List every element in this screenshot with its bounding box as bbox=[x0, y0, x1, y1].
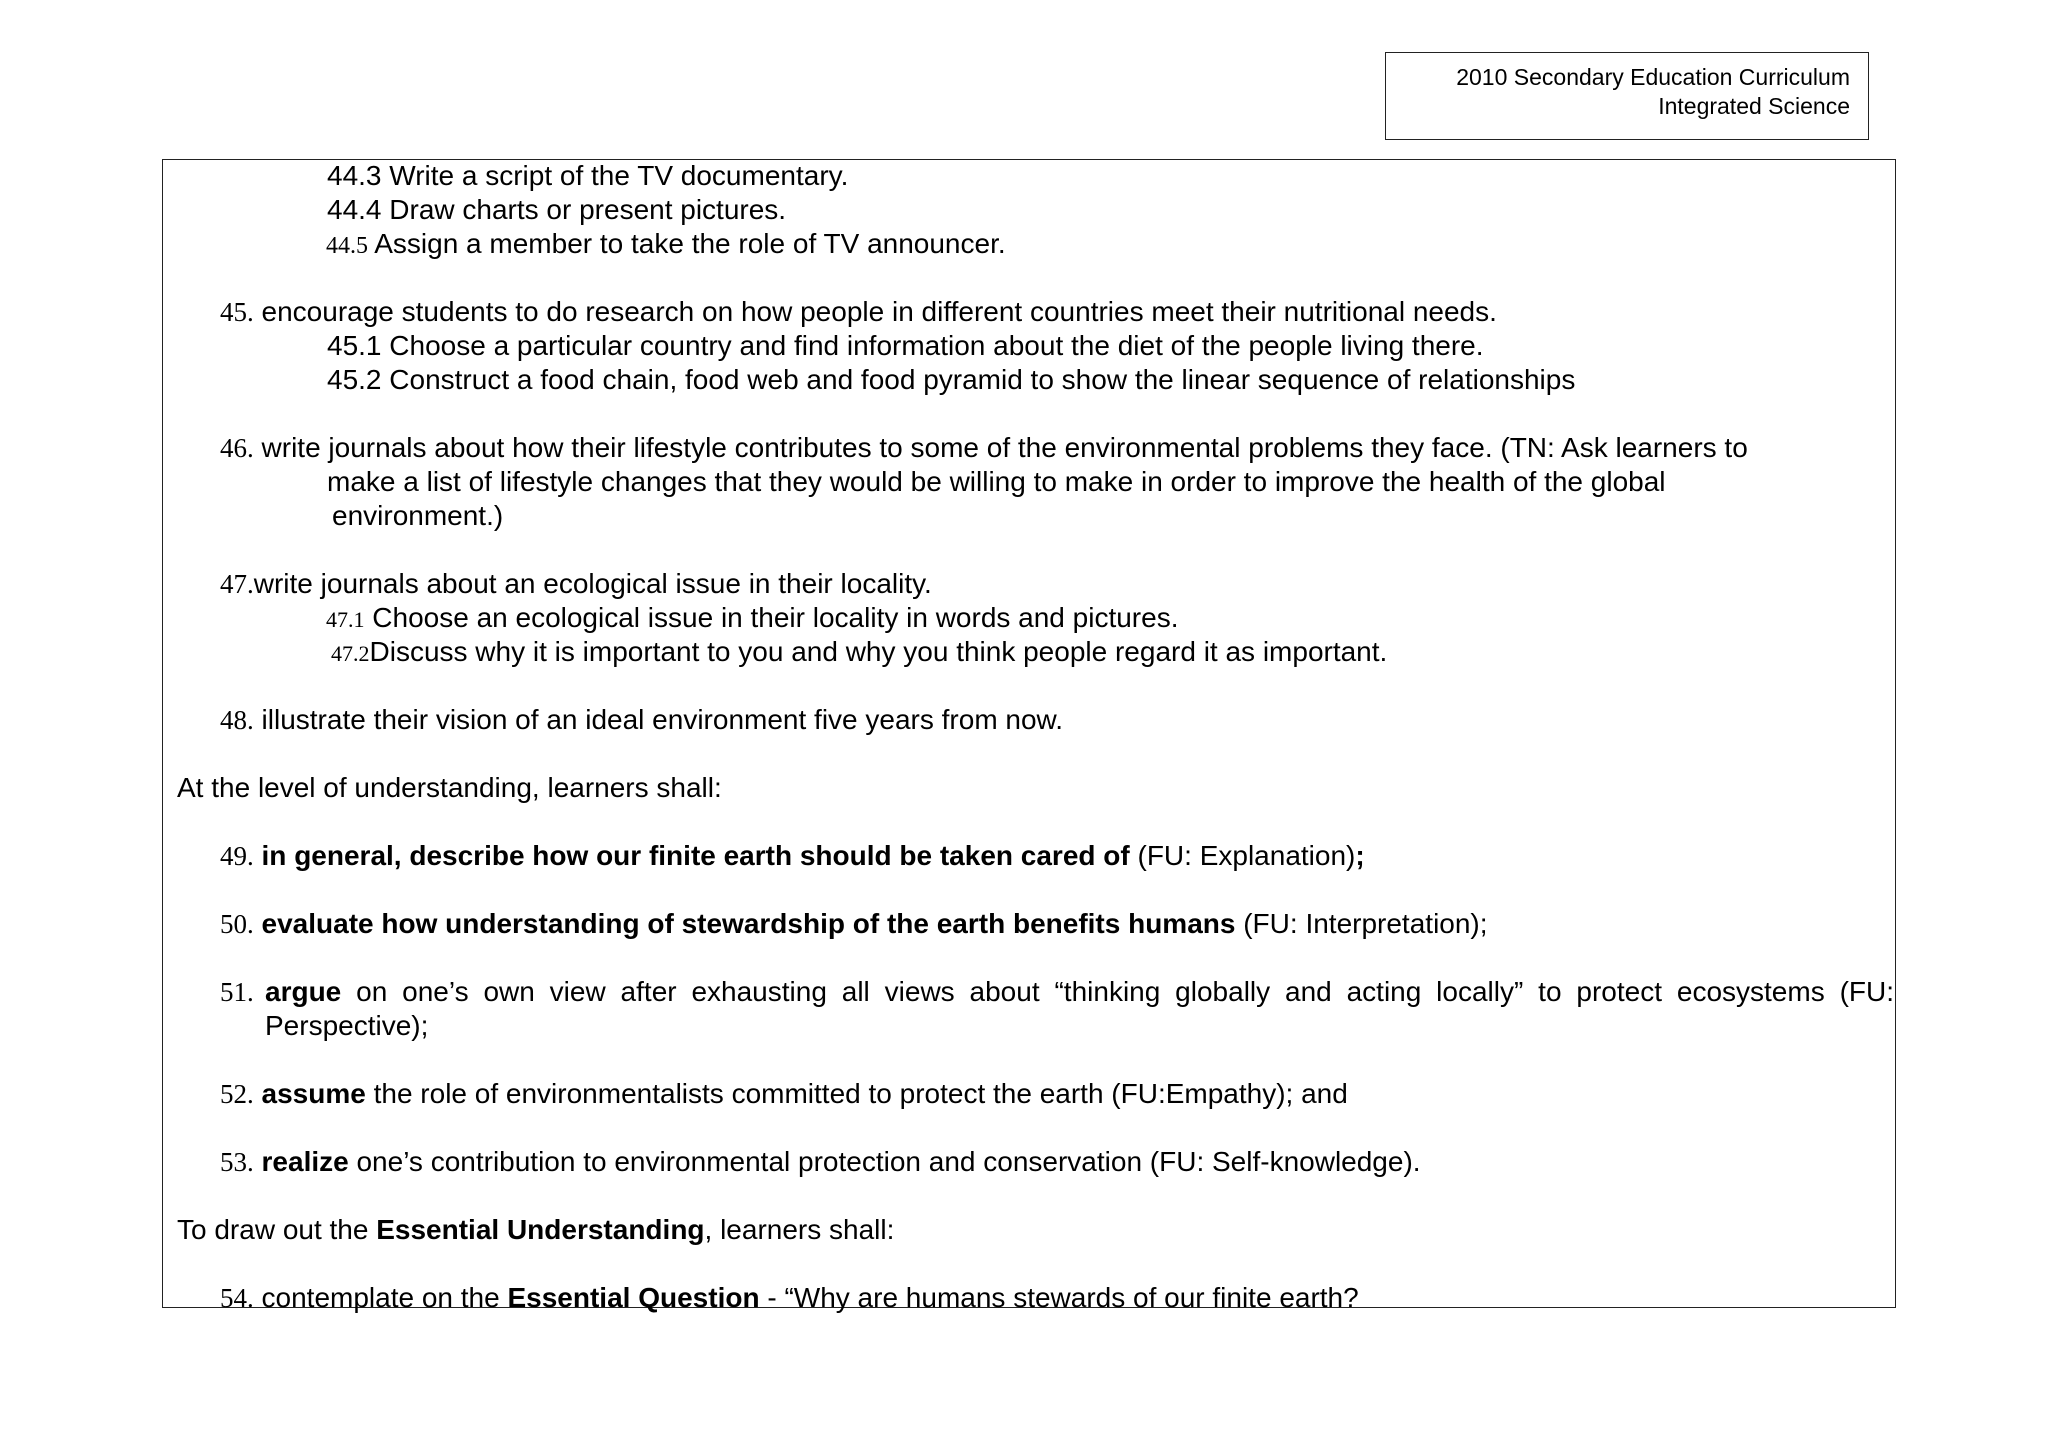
essential-understanding-intro bbox=[177, 1213, 894, 1247]
item-47-2 bbox=[331, 635, 1387, 671]
item-49 bbox=[220, 839, 1365, 873]
item-54-number: 54. bbox=[220, 1283, 254, 1313]
item-49-rest: (FU: Explanation) bbox=[1129, 840, 1356, 871]
item-50-rest: (FU: Interpretation); bbox=[1235, 908, 1488, 939]
item-47 bbox=[220, 567, 932, 601]
item-44-3: 44.3 Write a script of the TV documentary. bbox=[327, 160, 849, 191]
item-47-1 bbox=[326, 601, 1178, 637]
item-53-bold: realize bbox=[261, 1146, 349, 1177]
item-54 bbox=[220, 1281, 1359, 1315]
understanding-intro: At the level of understanding, learners shall: bbox=[177, 772, 722, 803]
item-53-rest: one’s contribution to environmental protection and conservation (FU: Self-knowledge). bbox=[348, 1146, 1421, 1177]
item-53 bbox=[220, 1145, 1421, 1179]
item-52 bbox=[220, 1077, 1348, 1111]
eu-pre: To draw out the bbox=[177, 1214, 377, 1245]
item-51-rest: on one’s own view after exhausting all views about “thinking globally and acting locally” to protect ecosystems (FU: bbox=[341, 976, 1894, 1007]
item-47-1-number: 47.1 bbox=[326, 607, 365, 632]
item-45-number: 45. bbox=[220, 297, 254, 327]
item-50-bold: evaluate how understanding of stewardship of the earth benefits humans bbox=[261, 908, 1236, 939]
header-subject: Integrated Science bbox=[1658, 93, 1850, 119]
item-45-2: 45.2 Construct a food chain, food web and food pyramid to show the linear sequence of relationships bbox=[327, 364, 1576, 395]
item-54-post: - “Why are humans stewards of our finite earth? bbox=[759, 1282, 1359, 1313]
item-48-number: 48. bbox=[220, 705, 254, 735]
item-44-5 bbox=[326, 227, 1006, 263]
item-47-number: 47. bbox=[220, 569, 254, 599]
item-54-pre: contemplate on the bbox=[253, 1282, 508, 1313]
item-45-1: 45.1 Choose a particular country and find information about the diet of the people living there. bbox=[327, 330, 1484, 361]
item-51-bold: argue bbox=[265, 976, 342, 1007]
item-52-rest: the role of environmentalists committed to protect the earth (FU:Empathy); and bbox=[365, 1078, 1348, 1109]
item-45-text: encourage students to do research on how people in different countries meet their nutritional needs. bbox=[253, 296, 1497, 327]
item-46 bbox=[220, 431, 1748, 465]
item-46-number: 46. bbox=[220, 433, 254, 463]
item-51-line1 bbox=[265, 975, 1894, 1009]
item-44-4: 44.4 Draw charts or present pictures. bbox=[327, 194, 787, 225]
item-51-number: 51. bbox=[220, 977, 254, 1007]
item-48-text: illustrate their vision of an ideal environment five years from now. bbox=[253, 704, 1064, 735]
item-53-number: 53. bbox=[220, 1147, 254, 1177]
item-44-5-number: 44.5 bbox=[326, 233, 368, 259]
item-51-number-wrap bbox=[220, 975, 254, 1009]
item-50 bbox=[220, 907, 1488, 941]
eu-bold: Essential Understanding bbox=[376, 1214, 705, 1245]
item-49-end: ; bbox=[1355, 840, 1365, 871]
item-46-text-line3: environment.) bbox=[332, 500, 504, 531]
curriculum-header-box bbox=[1385, 52, 1869, 140]
item-49-bold: in general, describe how our finite earth should be taken cared of bbox=[261, 840, 1130, 871]
item-46-text-line2: make a list of lifestyle changes that they would be willing to make in order to improve the health of the global bbox=[327, 466, 1666, 497]
item-47-2-text: Discuss why it is important to you and why you think people regard it as important. bbox=[369, 636, 1388, 667]
item-44-5-text: Assign a member to take the role of TV announcer. bbox=[368, 228, 1006, 259]
item-46-text-line1: write journals about how their lifestyle contributes to some of the environmental problems they face. (TN: Ask learners to bbox=[253, 432, 1748, 463]
item-50-number: 50. bbox=[220, 909, 254, 939]
item-45 bbox=[220, 295, 1497, 329]
item-47-1-text: Choose an ecological issue in their locality in words and pictures. bbox=[364, 602, 1179, 633]
eu-post: , learners shall: bbox=[704, 1214, 895, 1245]
item-52-number: 52. bbox=[220, 1079, 254, 1109]
item-47-2-number: 47.2 bbox=[331, 641, 370, 666]
item-52-bold: assume bbox=[261, 1078, 366, 1109]
item-54-bold: Essential Question bbox=[507, 1282, 760, 1313]
item-48 bbox=[220, 703, 1063, 737]
item-47-text: write journals about an ecological issue in their locality. bbox=[253, 568, 932, 599]
item-49-number: 49. bbox=[220, 841, 254, 871]
header-title: 2010 Secondary Education Curriculum bbox=[1456, 64, 1850, 90]
item-51-line2: Perspective); bbox=[265, 1010, 429, 1041]
